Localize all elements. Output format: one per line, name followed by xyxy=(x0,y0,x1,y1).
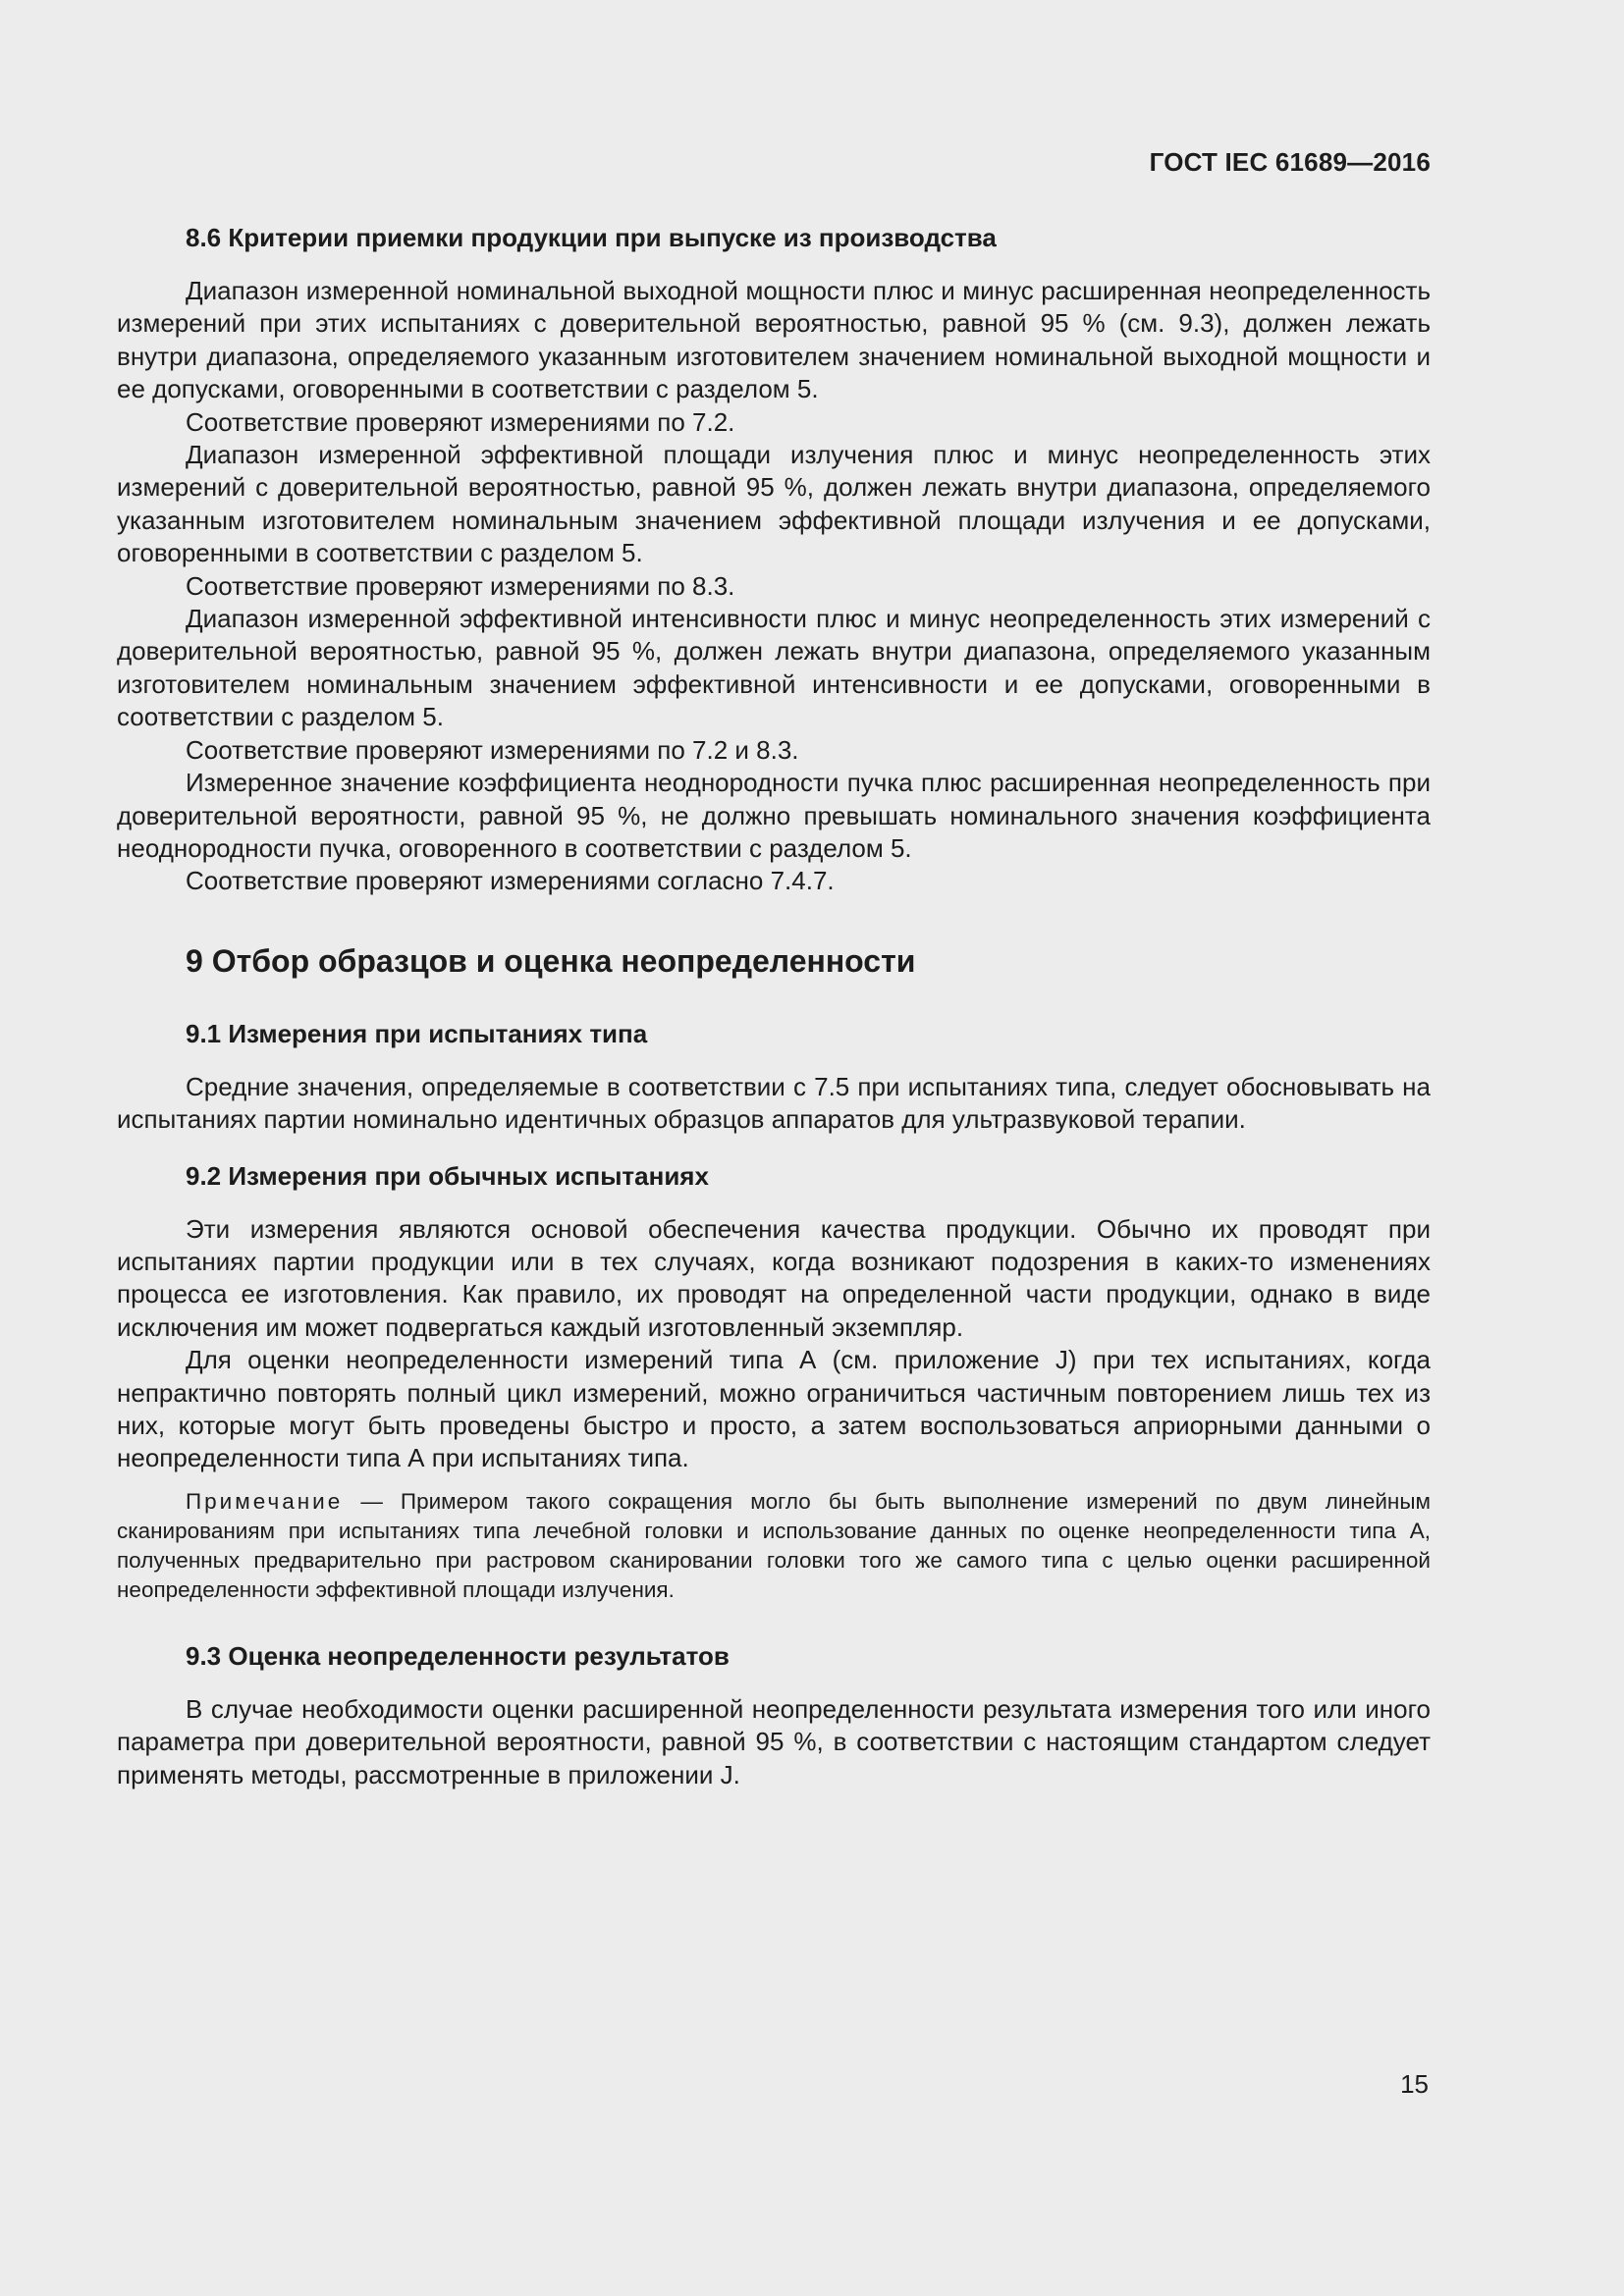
paragraph: Средние значения, определяемые в соответствии с 7.5 при испытаниях типа, следует обосновывать на испытаниях партии номинально идентичных образцов аппаратов для ультразвуковой терапии. xyxy=(117,1071,1431,1135)
paragraph: Для оценки неопределенности измерений типа А (см. приложение J) при тех испытаниях, когда непрактично повторять полный цикл измерений, можно ограничиться частичным повторением лишь тех из них, которые могут быть проведены быстро и просто, а затем воспользоваться априорными данными о неопределенности типа А при испытаниях типа. xyxy=(117,1345,1431,1473)
section-9-3-heading: 9.3 Оценка неопределенности результатов xyxy=(186,1640,730,1671)
section-8-6-heading: 8.6 Критерии приемки продукции при выпуске из производства xyxy=(186,223,997,252)
section-9-1-heading: 9.1 Измерения при испытаниях типа xyxy=(186,1018,648,1048)
document-code: ГОСТ IEC 61689—2016 xyxy=(1149,147,1431,177)
paragraph: Соответствие проверяют измерениями по 8.3. xyxy=(186,570,735,601)
section-9-heading: 9 Отбор образцов и оценка неопределенности xyxy=(186,942,916,979)
paragraph: Эти измерения являются основой обеспечения качества продукции. Обычно их проводят при испытаниях партии продукции или в тех случаях, когда возникают подозрения в каких-то изменениях процесса ее изготовления. Как правило, их проводят на определенной части продукции, однако в виде исключения им может подвергаться каждый изготовленный экземпляр. xyxy=(117,1213,1431,1342)
section-9-2-heading: 9.2 Измерения при обычных испытаниях xyxy=(186,1160,709,1191)
page-content xyxy=(117,220,1431,1791)
paragraph: Диапазон измеренной эффективной интенсивности плюс и минус неопределенность этих измерений с доверительной вероятностью, равной 95 %, должен лежать внутри диапазона, определяемого указанным изготовителем номинальным значением эффективной интенсивности и ее допусками, оговоренными в соответствии с разделом 5. xyxy=(117,604,1431,732)
note-label: Примечание xyxy=(186,1488,344,1514)
paragraph: В случае необходимости оценки расширенной неопределенности результата измерения того или иного параметра при доверительной вероятности, равной 95 %, в соответствии с настоящим стандартом следует применять методы, рассмотренные в приложении J. xyxy=(117,1693,1431,1789)
page-number: 15 xyxy=(1400,2069,1429,2099)
paragraph: Соответствие проверяют измерениями по 7.2. xyxy=(186,406,735,437)
paragraph: Соответствие проверяют измерениями по 7.2 и 8.3. xyxy=(186,734,799,765)
paragraph: Диапазон измеренной эффективной площади излучения плюс и минус неопределенность этих измерений с доверительной вероятностью, равной 95 %, должен лежать внутри диапазона, определяемого указанным изготовителем номинальным значением эффективной площади излучения и ее допусками, оговоренными в соответствии с разделом 5. xyxy=(117,440,1431,568)
paragraph: Диапазон измеренной номинальной выходной мощности плюс и минус расширенная неопределенность измерений при этих испытаниях с доверительной вероятностью, равной 95 % (см. 9.3), должен лежать внутри диапазона, определяемого указанным изготовителем значением номинальной выходной мощности и ее допусками, оговоренными в соответствии с разделом 5. xyxy=(117,276,1431,404)
note xyxy=(117,1487,1431,1605)
paragraph: Измеренное значение коэффициента неоднородности пучка плюс расширенная неопределенность при доверительной вероятности, равной 95 %, не должно превышать номинального значения коэффициента неоднородности пучка, оговоренного в соответствии с разделом 5. xyxy=(117,768,1431,863)
note-text: — Примером такого сокращения могло бы быть выполнение измерений по двум линейным сканированиям при испытаниях типа лечебной головки и использование данных по оценке неопределенности типа А, полученных предварительно при растровом сканировании головки того же самого типа с целью оценки расширенной неопределенности эффективной площади излучения. xyxy=(117,1488,1431,1602)
paragraph: Соответствие проверяют измерениями согласно 7.4.7. xyxy=(186,866,835,896)
